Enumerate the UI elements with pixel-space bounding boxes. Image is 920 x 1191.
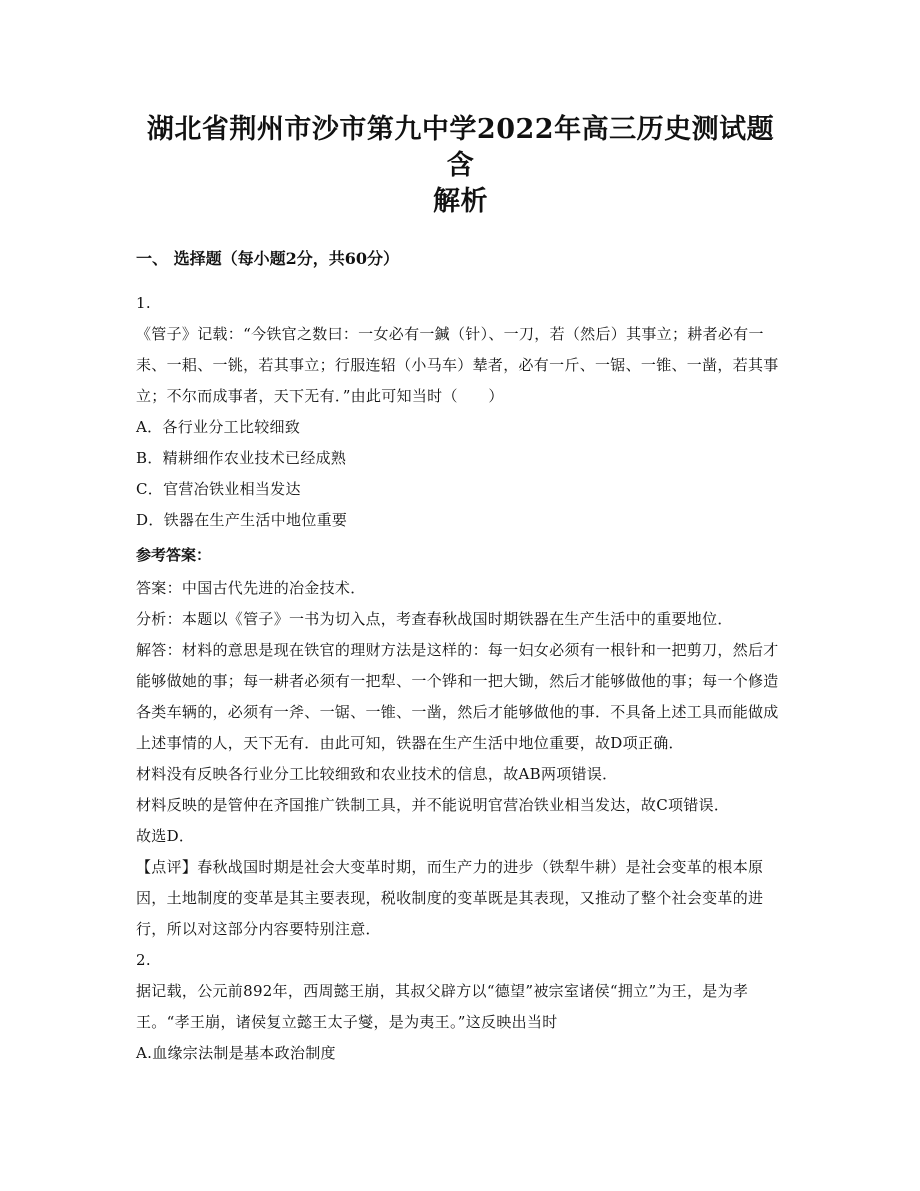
- document-title: [136, 112, 785, 220]
- answer-heading: 参考答案：: [136, 546, 212, 564]
- explanation-c: 材料反映的是管仲在齐国推广铁制工具，并不能说明官营冶铁业相当发达，故C项错误．: [136, 796, 730, 814]
- question-1-option-b: B．精耕细作农业技术已经成熟: [136, 449, 347, 467]
- question-1-option-a: A．各行业分工比较细致: [136, 418, 301, 436]
- answer-line: 答案：中国古代先进的冶金技术．: [136, 579, 366, 597]
- section-heading: 一、 选择题（每小题2分，共60分）: [136, 249, 399, 268]
- question-2-number: 2.: [136, 951, 151, 969]
- question-2-option-a: A.血缘宗法制是基本政治制度: [136, 1044, 336, 1062]
- question-2-stem: 据记载，公元前892年，西周懿王崩，其叔父辟方以“德望”被宗室诸侯“拥立”为王，是为孝王。“孝王崩，诸侯复立懿王太子燮，是为夷王。”这反映出当时: [136, 982, 749, 1031]
- commentary-paragraph: 【点评】春秋战国时期是社会大变革时期，而生产力的进步（铁犁牛耕）是社会变革的根本原因，土地制度的变革是其主要表现，税收制度的变革既是其表现，又推动了整个社会变革的进行，所以对这部分内容要特别注意．: [136, 858, 764, 938]
- title-line-2: 解析: [433, 186, 488, 217]
- question-1-number: 1.: [136, 294, 151, 312]
- explanation-paragraph: 解答：材料的意思是现在铁官的理财方法是这样的：每一妇女必须有一根针和一把剪刀，然后才能够做她的事；每一耕者必须有一把犁、一个铧和一把大锄，然后才能够做他的事；每一个修造各类车辆的，必须有一斧、一锯、一锥、一凿，然后才能够做他的事．不具备上述工具而能做成上述事情的人，天下无有．由此可知，铁器在生产生活中地位重要，故D项正确．: [136, 641, 779, 752]
- question-1-option-d: D．铁器在生产生活中地位重要: [136, 511, 348, 529]
- choice-line: 故选D．: [136, 827, 195, 845]
- question-1-option-c: C．官营冶铁业相当发达: [136, 480, 301, 498]
- explanation-ab: 材料没有反映各行业分工比较细致和农业技术的信息，故AB两项错误．: [136, 765, 618, 783]
- title-line-1: 湖北省荆州市沙市第九中学2022年高三历史测试题含: [146, 114, 775, 181]
- analysis-line: 分析：本题以《管子》一书为切入点，考查春秋战国时期铁器在生产生活中的重要地位．: [136, 610, 733, 628]
- question-1-stem: 《管子》记载：“今铁官之数曰：一女必有一鍼（针）、一刀，若（然后）其事立；耕者必有一耒、一耜、一铫，若其事立；行服连轺（小马车）辇者，必有一斤、一锯、一锥、一凿，若其事立；不尔而成事者，天下无有．”由此可知当时（ ）: [136, 325, 779, 405]
